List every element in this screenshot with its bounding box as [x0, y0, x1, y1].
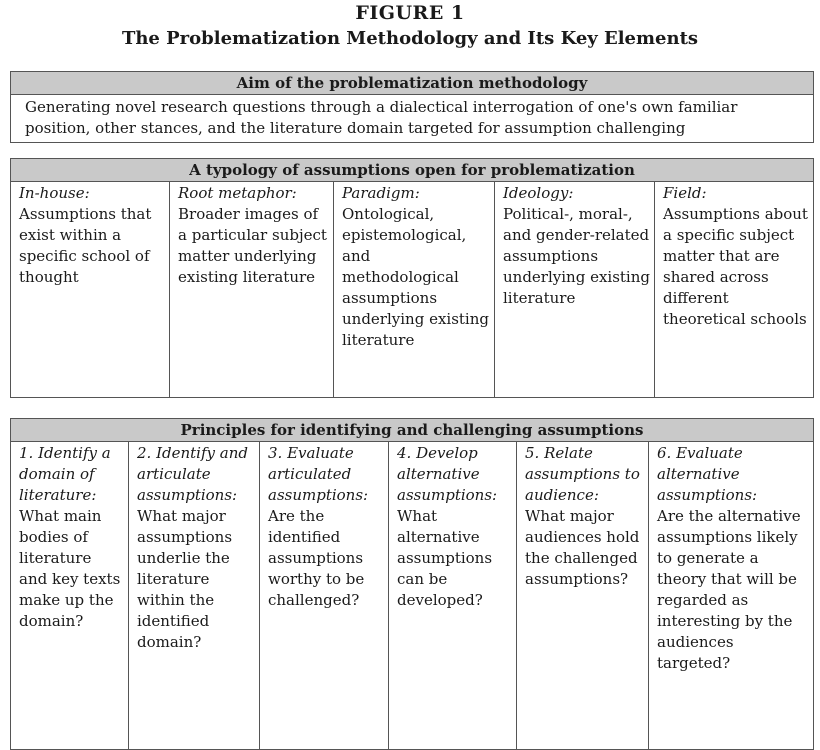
principle-question: What main bodies of literature and key texts make up the domain?: [19, 507, 121, 630]
principle-title: 4. Develop alternative assumptions:: [397, 444, 498, 504]
principles-columns: [11, 442, 813, 749]
figure-label: FIGURE 1: [355, 2, 465, 24]
principles-header: Principles for identifying and challenging assumptions: [11, 419, 813, 442]
typology-box: [10, 158, 814, 398]
principle-question: What major audiences hold the challenged assumptions?: [525, 507, 640, 588]
typology-column-root-metaphor: [170, 182, 334, 397]
typology-column-body: Political-, moral-, and gender-related assumptions underlying existing literature: [503, 205, 650, 307]
typology-column-in-house: [11, 182, 170, 397]
figure-title: The Problematization Methodology and Its Key Elements: [121, 28, 699, 49]
principle-column-1: [11, 442, 129, 749]
principle-title: 1. Identify a domain of literature:: [19, 444, 111, 504]
principle-title: 3. Evaluate articulated assumptions:: [268, 444, 369, 504]
typology-column-title: In-house:: [19, 184, 90, 202]
principles-box: [10, 418, 814, 750]
principle-column-2: [129, 442, 260, 749]
typology-columns: [11, 182, 813, 397]
typology-column-title: Root metaphor:: [178, 184, 297, 202]
typology-column-body: Assumptions that exist within a specific school of thought: [19, 205, 152, 286]
principle-question: Are the identified assumptions worthy to be challenged?: [268, 507, 365, 609]
typology-header: A typology of assumptions open for problematization: [11, 159, 813, 182]
principle-title: 5. Relate assumptions to audience:: [525, 444, 640, 504]
principle-column-6: [649, 442, 813, 749]
typology-column-title: Paradigm:: [342, 184, 420, 202]
principle-column-5: [517, 442, 649, 749]
typology-column-paradigm: [334, 182, 495, 397]
typology-column-body: Assumptions about a specific subject matter that are shared across different theoretical schools: [663, 205, 808, 328]
aim-text: Generating novel research questions through a dialectical interrogation of one's own familiar position, other stances, and the literature domain targeted for assumption challenging: [25, 98, 738, 137]
aim-header: Aim of the problematization methodology: [11, 72, 813, 95]
typology-column-title: Field:: [663, 184, 707, 202]
principle-question: What major assumptions underlie the literature within the identified domain?: [137, 507, 233, 651]
typology-column-ideology: [495, 182, 655, 397]
principle-title: 2. Identify and articulate assumptions:: [137, 444, 248, 504]
principle-column-3: [260, 442, 389, 749]
principle-column-4: [389, 442, 517, 749]
typology-column-body: Ontological, epistemological, and methodological assumptions underlying existing literature: [342, 205, 489, 349]
principle-question: Are the alternative assumptions likely to generate a theory that will be regarded as interesting by the audiences targeted?: [657, 507, 801, 672]
principle-title: 6. Evaluate alternative assumptions:: [657, 444, 758, 504]
typology-column-body: Broader images of a particular subject matter underlying existing literature: [178, 205, 327, 286]
principle-question: What alternative assumptions can be developed?: [397, 507, 493, 609]
aim-box: [10, 71, 814, 143]
typology-column-title: Ideology:: [503, 184, 574, 202]
typology-column-field: [655, 182, 813, 397]
